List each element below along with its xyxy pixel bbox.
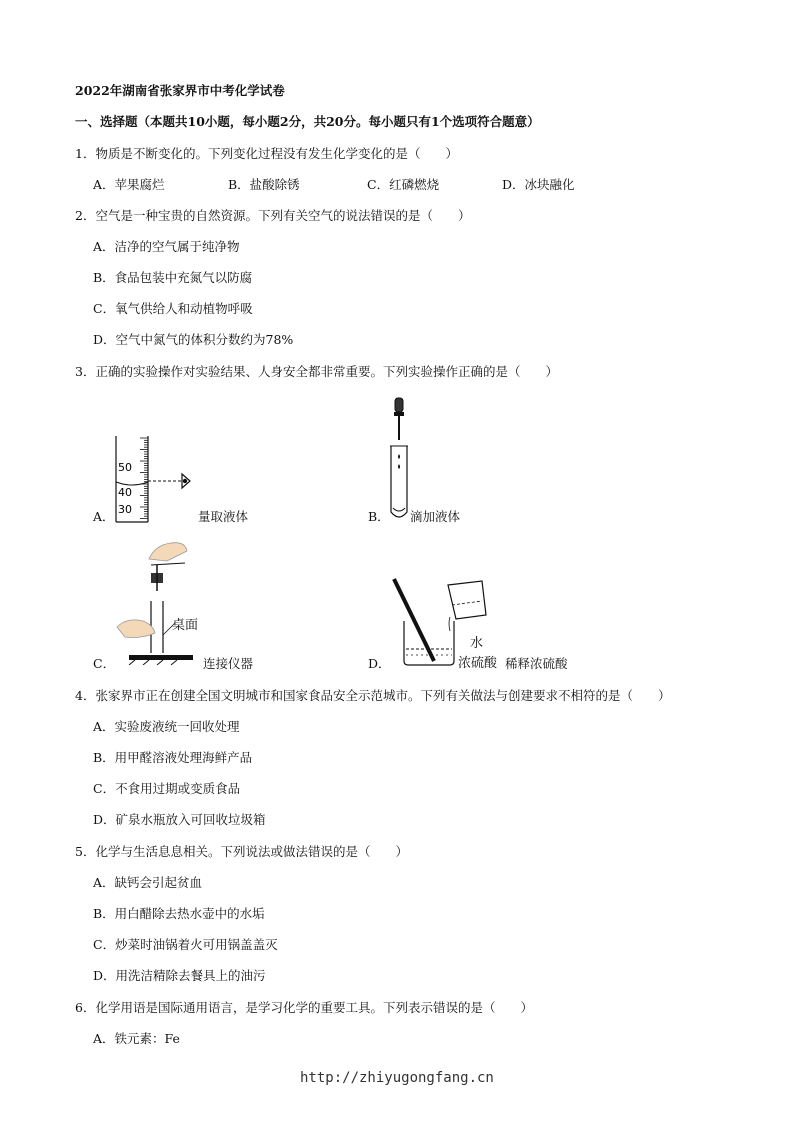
question-5-option-b: B．用白醋除去热水壶中的水垢 — [93, 906, 265, 921]
question-3-option-d-letter: D． — [368, 656, 391, 671]
water-label: 水 — [470, 636, 484, 651]
question-4-option-d: D．矿泉水瓶放入可回收垃圾箱 — [93, 812, 266, 827]
question-3-option-d-caption: 稀释浓硫酸 — [505, 656, 568, 671]
question-6-stem: 6．化学用语是国际通用语言，是学习化学的重要工具。下列表示错误的是（ ） — [75, 1000, 533, 1015]
question-2-option-b: B．食品包装中充氮气以防腐 — [93, 270, 253, 285]
question-6-option-a: A．铁元素：Fe — [93, 1031, 180, 1046]
question-1-option-a: A．苹果腐烂 — [93, 177, 165, 192]
question-3-option-c-letter: C． — [93, 656, 116, 671]
cylinder-tick-label: 50 — [118, 461, 132, 474]
question-3-option-c-caption: 连接仪器 — [203, 656, 254, 671]
page-title: 2022年湖南省张家界市中考化学试卷 — [75, 83, 285, 98]
question-5-option-c: C．炒菜时油锅着火可用锅盖盖灭 — [93, 937, 278, 952]
question-3-option-b-caption: 滴加液体 — [410, 509, 461, 524]
question-5-option-a: A．缺钙会引起贫血 — [93, 875, 203, 890]
question-1-option-c: C．红磷燃烧 — [367, 177, 440, 192]
question-5-option-d: D．用洗洁精除去餐具上的油污 — [93, 968, 266, 983]
question-4-stem: 4．张家界市正在创建全国文明城市和国家食品安全示范城市。下列有关做法与创建要求不相符的是（ ） — [75, 688, 671, 703]
section-heading: 一、选择题（本题共10小题，每小题2分，共20分。每小题只有1个选项符合题意） — [75, 114, 540, 129]
concentrated-acid-label: 浓硫酸 — [458, 656, 498, 671]
question-3-option-a-caption: 量取液体 — [198, 509, 249, 524]
question-4-option-a: A．实验废液统一回收处理 — [93, 719, 240, 734]
measuring-cylinder-figure — [110, 432, 200, 524]
question-2-option-a: A．洁净的空气属于纯净物 — [93, 239, 240, 254]
table-surface-label: 桌面 — [172, 618, 199, 633]
question-2-option-d: D．空气中氮气的体积分数约为78% — [93, 332, 294, 347]
question-2-stem: 2．空气是一种宝贵的自然资源。下列有关空气的说法错误的是（ ） — [75, 208, 471, 223]
dropper-test-tube-figure — [385, 396, 413, 524]
question-1-stem: 1．物质是不断变化的。下列变化过程没有发生化学变化的是（ ） — [75, 146, 458, 161]
question-3-stem: 3．正确的实验操作对实验结果、人身安全都非常重要。下列实验操作正确的是（ ） — [75, 364, 558, 379]
question-5-stem: 5．化学与生活息息相关。下列说法或做法错误的是（ ） — [75, 844, 408, 859]
cylinder-tick-label: 40 — [118, 486, 132, 499]
question-1-option-b: B．盐酸除锈 — [228, 177, 300, 192]
question-1-option-d: D．冰块融化 — [502, 177, 575, 192]
question-2-option-c: C．氧气供给人和动植物呼吸 — [93, 301, 253, 316]
cylinder-tick-label: 30 — [118, 503, 132, 516]
question-4-option-c: C．不食用过期或变质食品 — [93, 781, 241, 796]
question-3-option-b-letter: B． — [368, 509, 390, 524]
connect-apparatus-figure — [115, 535, 195, 665]
question-4-option-b: B．用甲醛溶液处理海鲜产品 — [93, 750, 253, 765]
footer-url[interactable]: http://zhiyugongfang.cn — [300, 1070, 494, 1086]
question-3-option-a-letter: A． — [93, 509, 115, 524]
